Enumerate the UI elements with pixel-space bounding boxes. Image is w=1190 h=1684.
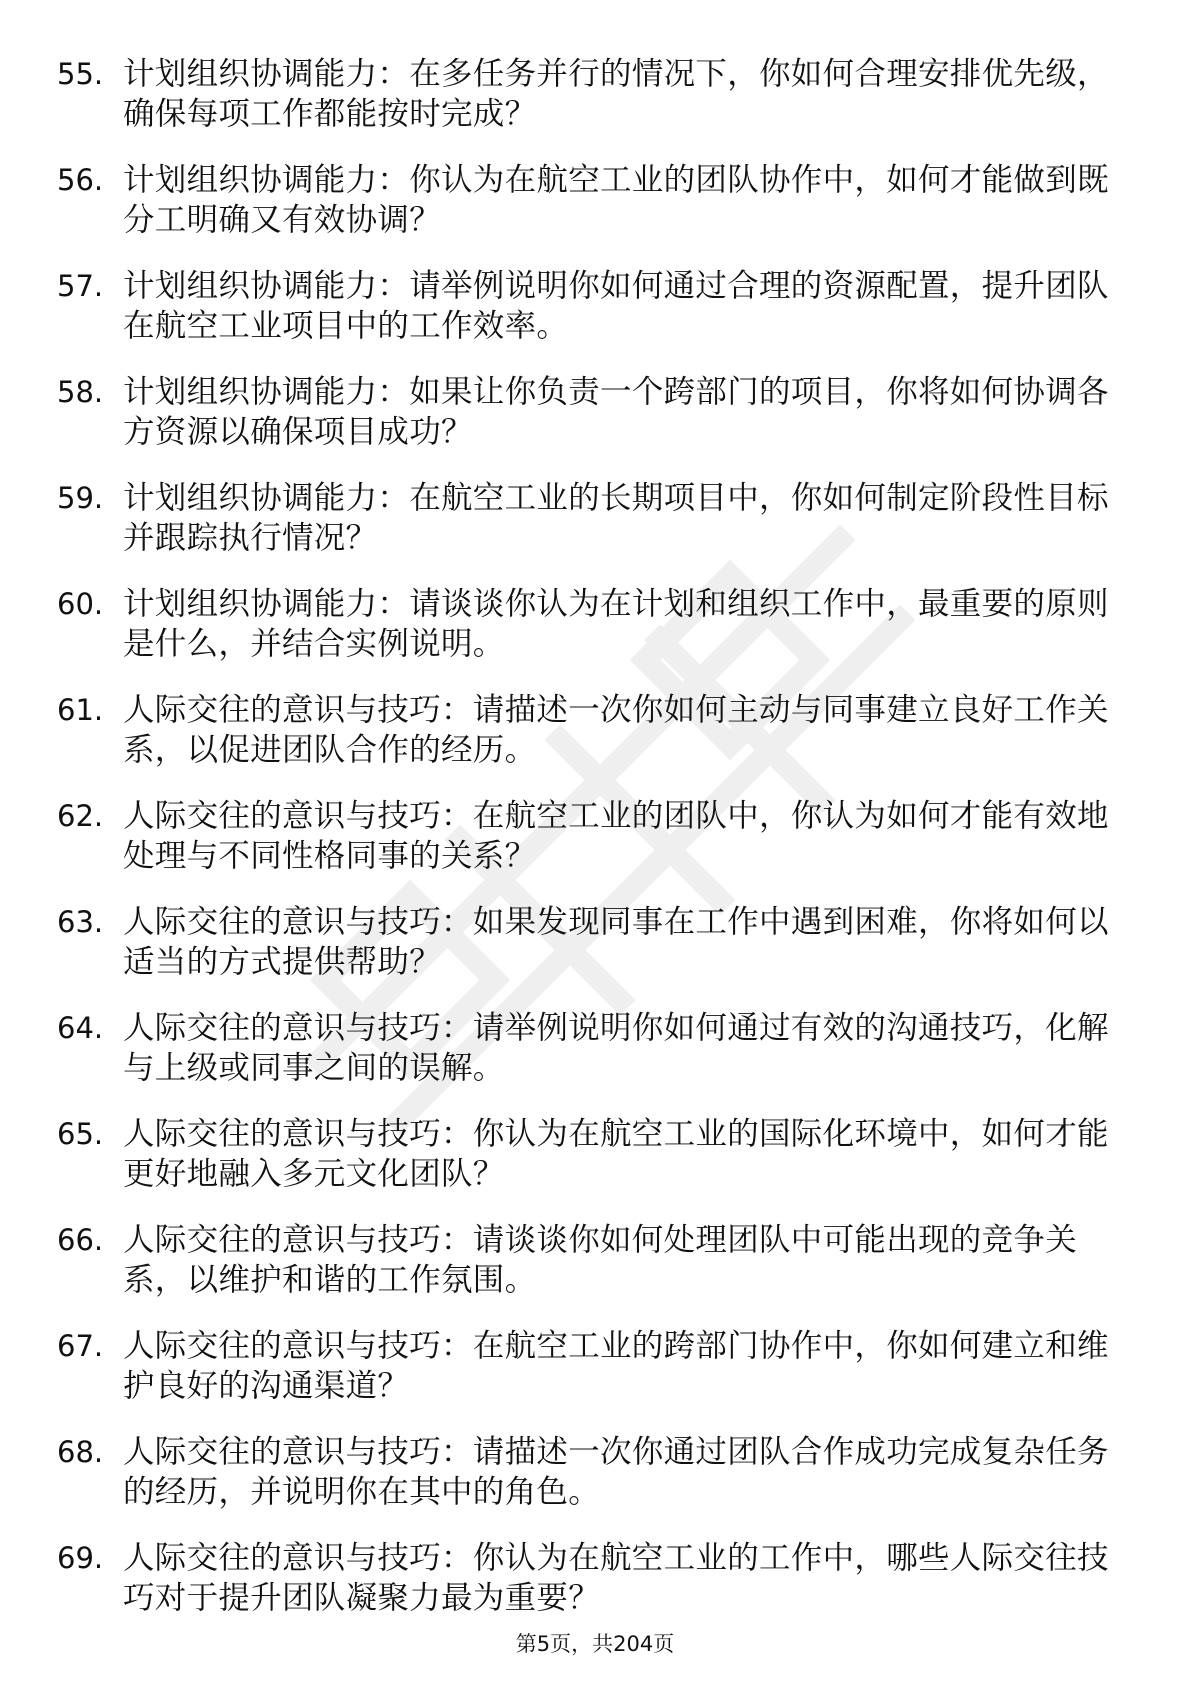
question-number: 56. [57, 163, 104, 197]
question-item [57, 1114, 1117, 1194]
question-item [57, 54, 1117, 134]
question-item [57, 478, 1117, 558]
question-text: 人际交往的意识与技巧：你认为在航空工业的国际化环境中，如何才能更好地融入多元文化团队？ [123, 1116, 1109, 1192]
question-text: 计划组织协调能力：你认为在航空工业的团队协作中，如何才能做到既分工明确又有效协调？ [123, 162, 1109, 238]
question-text: 人际交往的意识与技巧：在航空工业的团队中，你认为如何才能有效地处理与不同性格同事的关系？ [123, 798, 1109, 874]
question-number: 64. [57, 1011, 104, 1045]
question-number: 65. [57, 1117, 104, 1151]
question-number: 66. [57, 1223, 104, 1257]
question-text: 人际交往的意识与技巧：你认为在航空工业的工作中，哪些人际交往技巧对于提升团队凝聚力最为重要？ [123, 1540, 1109, 1616]
question-item [57, 372, 1117, 452]
question-text: 人际交往的意识与技巧：请描述一次你通过团队合作成功完成复杂任务的经历，并说明你在其中的角色。 [123, 1434, 1109, 1510]
question-text: 人际交往的意识与技巧：如果发现同事在工作中遇到困难，你将如何以适当的方式提供帮助？ [123, 904, 1109, 980]
question-item [57, 1432, 1117, 1512]
page-footer [0, 1630, 1190, 1658]
question-text: 人际交往的意识与技巧：请举例说明你如何通过有效的沟通技巧，化解与上级或同事之间的误解。 [123, 1010, 1109, 1086]
question-list [57, 54, 1117, 1644]
question-text: 计划组织协调能力：如果让你负责一个跨部门的项目，你将如何协调各方资源以确保项目成功？ [123, 374, 1109, 450]
question-number: 67. [57, 1329, 104, 1363]
question-item [57, 902, 1117, 982]
question-number: 68. [57, 1435, 104, 1469]
question-item [57, 1220, 1117, 1300]
question-text: 计划组织协调能力：请举例说明你如何通过合理的资源配置，提升团队在航空工业项目中的工作效率。 [123, 268, 1109, 344]
page-number-label: 第5页，共204页 [515, 1632, 675, 1656]
question-item [57, 584, 1117, 664]
question-text: 计划组织协调能力：在多任务并行的情况下，你如何合理安排优先级，确保每项工作都能按时完成？ [123, 56, 1109, 132]
question-item [57, 1326, 1117, 1406]
question-number: 57. [57, 269, 104, 303]
question-number: 55. [57, 57, 104, 91]
question-number: 59. [57, 481, 104, 515]
question-item [57, 160, 1117, 240]
question-number: 60. [57, 587, 104, 621]
question-number: 63. [57, 905, 104, 939]
question-text: 人际交往的意识与技巧：请描述一次你如何主动与同事建立良好工作关系，以促进团队合作的经历。 [123, 692, 1109, 768]
question-item [57, 266, 1117, 346]
question-text: 人际交往的意识与技巧：在航空工业的跨部门协作中，你如何建立和维护良好的沟通渠道？ [123, 1328, 1109, 1404]
question-number: 62. [57, 799, 104, 833]
question-number: 61. [57, 693, 104, 727]
question-number: 58. [57, 375, 104, 409]
question-item [57, 1538, 1117, 1618]
question-item [57, 796, 1117, 876]
question-text: 计划组织协调能力：在航空工业的长期项目中，你如何制定阶段性目标并跟踪执行情况？ [123, 480, 1109, 556]
question-text: 计划组织协调能力：请谈谈你认为在计划和组织工作中，最重要的原则是什么，并结合实例说明。 [123, 586, 1109, 662]
question-number: 69. [57, 1541, 104, 1575]
question-item [57, 1008, 1117, 1088]
question-text: 人际交往的意识与技巧：请谈谈你如何处理团队中可能出现的竞争关系，以维护和谐的工作氛围。 [123, 1222, 1078, 1298]
question-item [57, 690, 1117, 770]
